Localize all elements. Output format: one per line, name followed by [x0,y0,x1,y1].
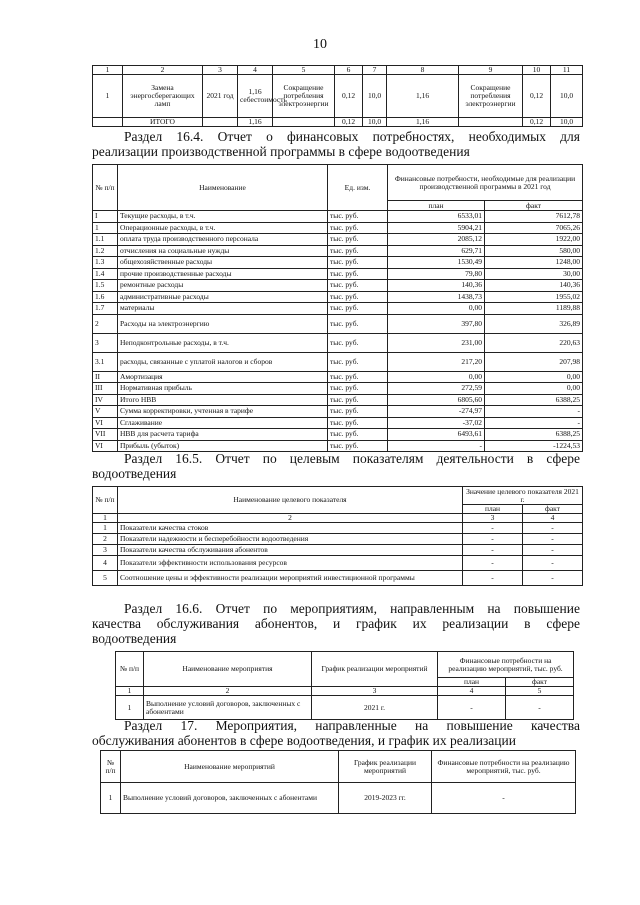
fact-value: 6388,25 [485,394,583,406]
table-header-row [93,514,583,523]
row-name: Прибыль (убыток) [118,440,328,452]
row-number: II [93,371,118,383]
measure-cost: 1,16 себестоимость [238,75,273,118]
fact-value: 1955,02 [485,291,583,303]
row-unit: тыс. руб. [328,406,388,418]
measure-schedule: 2019-2023 гг. [339,783,432,814]
header-name: Наименование [118,165,328,211]
table-row [93,280,583,292]
row-number: I [93,211,118,223]
row-name: оплата труда производственного персонала [118,234,328,246]
section-17-heading [92,718,580,748]
row-unit: тыс. руб. [328,314,388,333]
row-name: Расходы на электроэнергию [118,314,328,333]
row-name: общехозяйственные расходы [118,257,328,269]
plan-value: 79,80 [388,268,485,280]
plan-value: - [463,571,523,586]
row-number: 1 [101,783,121,814]
header-schedule: График реализации мероприятий [312,652,438,687]
plan-value: 0,00 [388,303,485,315]
table-row [93,534,583,545]
fact-value: 207,98 [485,352,583,371]
row-number: 1.6 [93,291,118,303]
table-row [93,371,583,383]
table-row [93,571,583,586]
row-number: 5 [93,571,118,586]
plan-value: - [438,696,506,720]
measure-name: Замена энергосберегающих ламп [123,75,203,118]
target-indicators-body [93,523,583,586]
header-index: 4 [523,514,583,523]
fact-value: 0,00 [485,383,583,395]
row-unit: тыс. руб. [328,440,388,452]
row-number: 1 [93,523,118,534]
heading-line: Раздел 17. Мероприятия, направленные на повышение качества [124,718,580,733]
header-index: 2 [144,687,312,696]
header-cell: 8 [387,66,459,75]
table-row [93,303,583,315]
measure-name: Выполнение условий договоров, заключенных с абонентами [144,696,312,720]
row-name: Амортизация [118,371,328,383]
row-number: 4 [93,556,118,571]
row-number: 2 [93,314,118,333]
fact-value: 1248,00 [485,257,583,269]
table-header-row [93,487,583,505]
row-unit: тыс. руб. [328,303,388,315]
indicator-name: Показатели надежности и бесперебойности водоотведения [118,534,463,545]
header-plan: план [438,678,506,687]
row-name: материалы [118,303,328,315]
fact-value: -1224,53 [485,440,583,452]
fact-value: - [523,571,583,586]
table-row [93,394,583,406]
header-index: 4 [438,687,506,696]
header-num: № п/п [116,652,144,687]
fact-value: - [523,545,583,556]
header-index: 1 [116,687,144,696]
header-cell: 2 [123,66,203,75]
table-row [93,234,583,246]
table-row [93,268,583,280]
header-plan: план [463,505,523,514]
header-index: 3 [463,514,523,523]
plan-value: - [388,440,485,452]
row-unit: тыс. руб. [328,268,388,280]
section-16-5-heading [92,451,580,481]
row-number: 1.5 [93,280,118,292]
header-cell: 11 [551,66,583,75]
table-header-row [93,66,583,75]
indicator-name: Показатели эффективности использования ресурсов [118,556,463,571]
cell-value: 1,16 [387,118,459,127]
fact-value: - [506,696,574,720]
fact-value: 30,00 [485,268,583,280]
plan-value: 217,20 [388,352,485,371]
table-header-row [116,652,574,678]
plan-value: - [463,556,523,571]
header-num: № п/п [93,165,118,211]
plan-value: 5904,21 [388,222,485,234]
row-unit: тыс. руб. [328,245,388,257]
table-header-row [101,751,576,783]
header-num: № п/п [93,487,118,514]
indicator-name: Соотношение цены и эффективности реализации мероприятий инвестиционной программы [118,571,463,586]
header-index: 1 [93,514,118,523]
target-indicators-table [92,486,583,586]
fact-value: - [485,417,583,429]
row-unit: тыс. руб. [328,352,388,371]
header-needs: Финансовые потребности, необходимые для реализации производственной программы в 2021 год [388,165,583,201]
cell-value: 0,12 [523,75,551,118]
table-row [93,291,583,303]
heading-line: Раздел 16.4. Отчет о финансовых потребностях, необходимых для [124,129,580,144]
fact-value: 140,36 [485,280,583,292]
plan-value: 272,59 [388,383,485,395]
table-header-row [116,687,574,696]
row-number: 1 [93,222,118,234]
plan-value: - [463,545,523,556]
row-name: прочие производственные расходы [118,268,328,280]
fact-value: 6388,25 [485,429,583,441]
row-number: 3 [93,545,118,556]
total-label: ИТОГО [123,118,203,127]
plan-value: 6533,01 [388,211,485,223]
section-17-table [100,750,576,814]
table-row [93,352,583,371]
row-name: Нормативная прибыль [118,383,328,395]
row-unit: тыс. руб. [328,429,388,441]
row-number: 2 [93,534,118,545]
row-number: V [93,406,118,418]
heading-line: водоотведения [92,631,177,646]
plan-value: 2085,12 [388,234,485,246]
row-unit: тыс. руб. [328,371,388,383]
cell-value: 10,0 [363,118,387,127]
header-cell: 4 [238,66,273,75]
measure-name: Выполнение условий договоров, заключенных с абонентами [121,783,339,814]
header-fact: факт [523,505,583,514]
row-name: Операционные расходы, в т.ч. [118,222,328,234]
fact-value: 1189,88 [485,303,583,315]
row-number: 1.1 [93,234,118,246]
row-number: 1.4 [93,268,118,280]
header-schedule: График реализации мероприятий [339,751,432,783]
header-plan: план [388,201,485,211]
header-index: 3 [312,687,438,696]
row-number: VII [93,429,118,441]
table-header-row [93,165,583,201]
header-needs: Финансовые потребности на реализацию мероприятий, тыс. руб. [438,652,574,678]
fact-value: - [523,523,583,534]
table-row [93,383,583,395]
row-number: 3.1 [93,352,118,371]
row-name: НВВ для расчета тарифа [118,429,328,441]
table-row [93,245,583,257]
heading-line: водоотведения [92,466,177,481]
table-row [93,429,583,441]
row-name: ремонтные расходы [118,280,328,292]
cell-value: 1,16 [387,75,459,118]
plan-value: -274,97 [388,406,485,418]
cell-value: 0,12 [335,118,363,127]
section-16-4-heading [92,129,580,159]
row-number: VI [93,440,118,452]
row-unit: тыс. руб. [328,291,388,303]
header-fact: факт [485,201,583,211]
row-number: 1.7 [93,303,118,315]
table-row [93,523,583,534]
plan-value: 0,00 [388,371,485,383]
row-number: VI [93,417,118,429]
plan-value: - [463,534,523,545]
row-number: 1 [93,75,123,118]
row-name: Сглаживание [118,417,328,429]
financial-needs-body [93,211,583,452]
heading-line: качества обслуживания абонентов, и график их реализации в сфере [92,616,580,631]
plan-value: 397,80 [388,314,485,333]
row-name: Текущие расходы, в т.ч. [118,211,328,223]
indicator-name: Показатели качества обслуживания абонентов [118,545,463,556]
service-measures-table [115,651,574,720]
table-row [93,211,583,223]
table-row [116,696,574,720]
plan-value: 1438,73 [388,291,485,303]
heading-line: Раздел 16.6. Отчет по мероприятиям, направленным на повышение [124,601,580,616]
row-unit: тыс. руб. [328,211,388,223]
table-row [101,783,576,814]
table-row [93,314,583,333]
cell-value: 10,0 [363,75,387,118]
row-name: Сумма корректировки, учтенная в тарифе [118,406,328,418]
measure-schedule: 2021 г. [312,696,438,720]
cell-value: 0,12 [335,75,363,118]
header-cell: 10 [523,66,551,75]
heading-line: Раздел 16.5. Отчет по целевым показателям деятельности в сфере [124,451,580,466]
measure-effect-fact: Сокращение потребления электроэнергии [459,75,523,118]
fact-value: 7612,78 [485,211,583,223]
cell-value: 10,0 [551,118,583,127]
header-cell: 3 [203,66,238,75]
header-value: Значение целевого показателя 2021 г. [463,487,583,505]
header-cell: 1 [93,66,123,75]
financial-needs-table [92,164,583,452]
row-name: Итого НВВ [118,394,328,406]
heading-line: реализации производственной программы в сфере водоотведения [92,144,470,159]
table-row [93,417,583,429]
table-row [93,222,583,234]
table-row [93,257,583,269]
fact-value: - [485,406,583,418]
row-number: 1.2 [93,245,118,257]
measures-table-top [92,65,583,127]
row-number: 1 [116,696,144,720]
row-unit: тыс. руб. [328,383,388,395]
plan-value: 231,00 [388,333,485,352]
fact-value: 326,89 [485,314,583,333]
header-cell: 6 [335,66,363,75]
row-unit: тыс. руб. [328,234,388,246]
fact-value: 220,63 [485,333,583,352]
table-row [93,440,583,452]
fact-value: - [523,556,583,571]
row-number: 3 [93,333,118,352]
header-name: Наименование целевого показателя [118,487,463,514]
row-number: 1.3 [93,257,118,269]
cell-value: 10,0 [551,75,583,118]
header-name: Наименование мероприятий [121,751,339,783]
row-number: III [93,383,118,395]
plan-value: 629,71 [388,245,485,257]
plan-value: 140,36 [388,280,485,292]
header-cell: 7 [363,66,387,75]
plan-value: 6493,61 [388,429,485,441]
row-unit: тыс. руб. [328,257,388,269]
section-16-6-heading [92,601,580,646]
total-row [93,118,583,127]
fact-value: 7065,26 [485,222,583,234]
indicator-name: Показатели качества стоков [118,523,463,534]
page-number: 10 [313,37,327,52]
fact-value: - [523,534,583,545]
fact-value: 580,00 [485,245,583,257]
plan-value: 6805,60 [388,394,485,406]
header-cell: 5 [273,66,335,75]
row-name: административные расходы [118,291,328,303]
fact-value: 0,00 [485,371,583,383]
row-name: отчисления на социальные нужды [118,245,328,257]
heading-line: обслуживания абонентов в сфере водоотведения, и график их реализации [92,733,516,748]
header-fact: факт [506,678,574,687]
table-row [93,75,583,118]
plan-value: 1530,49 [388,257,485,269]
row-name: расходы, связанные с уплатой налогов и сборов [118,352,328,371]
header-index: 2 [118,514,463,523]
row-unit: тыс. руб. [328,222,388,234]
table-row [93,333,583,352]
row-unit: тыс. руб. [328,394,388,406]
table-row [93,545,583,556]
header-index: 5 [506,687,574,696]
header-num: № п/п [101,751,121,783]
needs-value: - [432,783,576,814]
row-number: IV [93,394,118,406]
cell-value: 0,12 [523,118,551,127]
fact-value: 1922,00 [485,234,583,246]
header-needs: Финансовые потребности на реализацию мероприятий, тыс. руб. [432,751,576,783]
row-unit: тыс. руб. [328,280,388,292]
header-unit: Ед. изм. [328,165,388,211]
measure-year: 2021 год [203,75,238,118]
plan-value: -37,02 [388,417,485,429]
row-unit: тыс. руб. [328,333,388,352]
row-name: Неподконтрольные расходы, в т.ч. [118,333,328,352]
row-unit: тыс. руб. [328,417,388,429]
header-name: Наименование мероприятия [144,652,312,687]
table-row [93,406,583,418]
header-cell: 9 [459,66,523,75]
cell-value: 1,16 [238,118,273,127]
plan-value: - [463,523,523,534]
measure-effect: Сокращение потребления электроэнергии [273,75,335,118]
table-row [93,556,583,571]
